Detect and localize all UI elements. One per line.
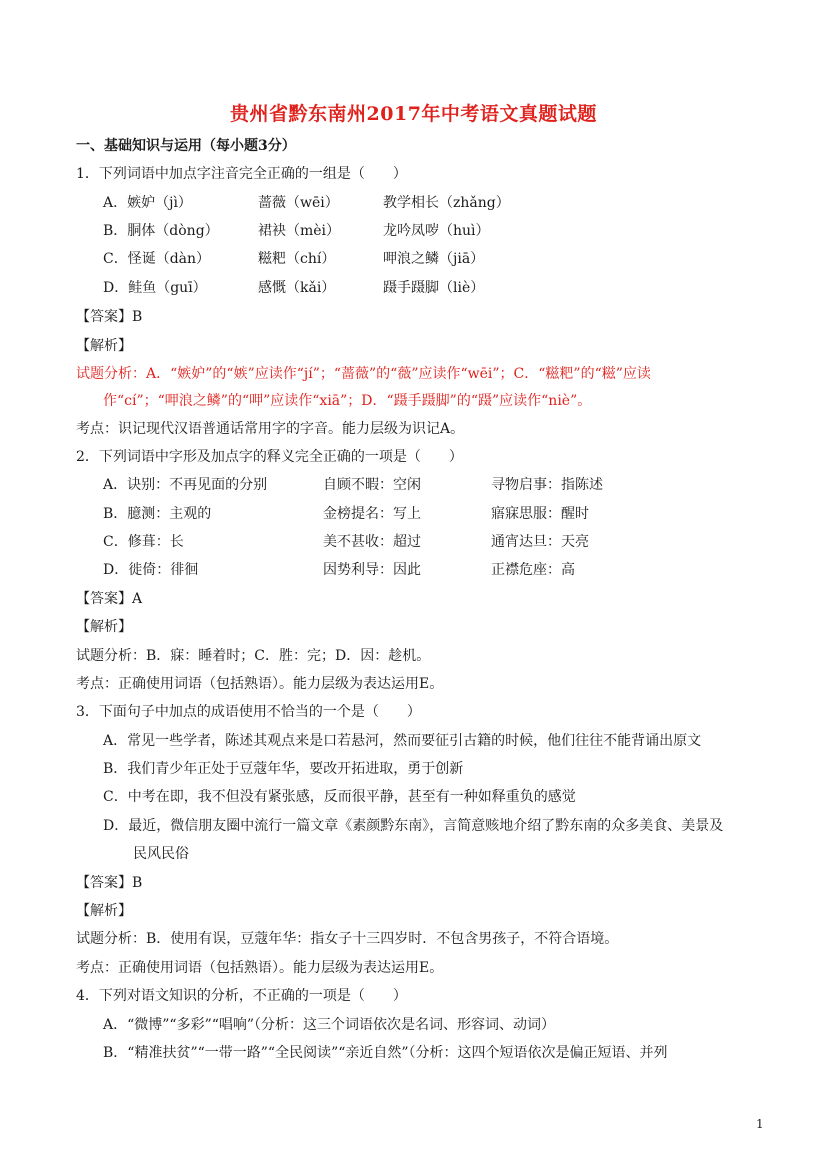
q3-option-b: B．我们青少年正处于豆蔻年华，要改开拓进取，勇于创新 (103, 761, 464, 777)
q1-option-c-2: 糍粑（chí） (258, 251, 336, 267)
q3-option-a: A．常见一些学者，陈述其观点来是口若悬河，然而要征引古籍的时候，他们往往不能背诵出原文 (103, 733, 702, 749)
q1-point: 考点：识记现代汉语普通话常用字的字音。能力层级为识记A。 (76, 421, 465, 437)
section-heading: 一、基础知识与运用（每小题3分） (76, 138, 296, 154)
q1-answer: 【答案】B (76, 309, 143, 325)
question-3-stem: 3．下面句子中加点的成语使用不恰当的一个是（ ） (76, 704, 421, 720)
q1-analysis-line-2: 作“cí”；“呷浪之鳞”的“呷”应读作“xiā”；D．“蹑手蹑脚”的“蹑”应读作“niè”。 (103, 393, 592, 409)
q1-option-a-2: 蔷薇（wēi） (258, 195, 339, 211)
q1-option-b-1: B．胴体（dòng） (103, 223, 219, 239)
q4-option-a: A．“微博”“多彩”“唱响”（分析：这三个词语依次是名词、形容词、动词） (103, 1017, 556, 1033)
q3-option-d-continued: 民风民俗 (133, 846, 189, 862)
page-title: 贵州省黔东南州2017年中考语文真题试题 (230, 103, 597, 125)
q2-option-b-1: B．臆测：主观的 (103, 506, 212, 522)
q2-option-c-3: 通宵达旦：天亮 (491, 534, 589, 550)
q1-option-d-3: 蹑手蹑脚（liè） (383, 280, 485, 296)
q3-analysis-label: 【解析】 (76, 903, 132, 919)
q1-option-a-3: 教学相长（zhǎng） (383, 195, 510, 211)
q1-option-a-1: A．嫉妒（jì） (103, 195, 192, 211)
q2-option-d-3: 正襟危座：高 (491, 562, 575, 578)
q1-option-b-3: 龙吟凤哕（huì） (383, 223, 490, 239)
page-number: 1 (756, 1117, 764, 1131)
question-4-stem: 4．下列对语文知识的分析，不正确的一项是（ ） (76, 988, 407, 1004)
q2-option-a-3: 寻物启事：指陈述 (491, 477, 603, 493)
question-1-stem: 1．下列词语中加点字注音完全正确的一组是（ ） (76, 166, 407, 182)
q3-option-d: D．最近，微信朋友圈中流行一篇文章《素颜黔东南》，言简意赅地介绍了黔东南的众多美食、美景及 (103, 818, 724, 834)
q3-option-c: C．中考在即，我不但没有紧张感，反而很平静，甚至有一种如释重负的感觉 (103, 789, 576, 805)
q2-analysis-label: 【解析】 (76, 619, 132, 635)
q2-option-a-1: A．诀别：不再见面的分别 (103, 477, 268, 493)
q1-option-c-3: 呷浪之鳞（jiā） (383, 251, 485, 267)
q2-answer: 【答案】A (76, 591, 143, 607)
q2-option-c-2: 美不甚收：超过 (323, 534, 421, 550)
q1-option-d-1: D．鲑鱼（guī） (103, 280, 207, 296)
q4-option-b: B．“精准扶贫”“一带一路”“全民阅读”“亲近自然”（分析：这四个短语依次是偏正短语、并列 (103, 1045, 668, 1061)
q2-option-d-1: D．徙倚：徘徊 (103, 562, 199, 578)
q3-answer: 【答案】B (76, 875, 143, 891)
q1-option-c-1: C．怪诞（dàn） (103, 251, 211, 267)
q2-analysis: 试题分析：B．寐：睡着时；C．胜：完；D．因：趁机。 (76, 648, 431, 664)
q2-option-b-3: 寤寐思服：醒时 (491, 506, 589, 522)
question-2-stem: 2．下列词语中字形及加点字的释义完全正确的一项是（ ） (76, 449, 463, 465)
q3-point: 考点：正确使用词语（包括熟语）。能力层级为表达运用E。 (76, 960, 444, 976)
q2-option-c-1: C．修葺：长 (103, 534, 184, 550)
q2-option-a-2: 自顾不暇：空闲 (323, 477, 421, 493)
q1-analysis-label: 【解析】 (76, 338, 132, 354)
q2-option-d-2: 因势利导：因此 (323, 562, 421, 578)
q3-analysis: 试题分析：B．使用有误，豆蔻年华：指女子十三四岁时．不包含男孩子，不符合语境。 (76, 931, 619, 947)
q1-option-b-2: 裙袂（mèi） (258, 223, 341, 239)
q2-option-b-2: 金榜提名：写上 (323, 506, 421, 522)
q1-option-d-2: 感慨（kǎi） (258, 280, 336, 296)
q2-point: 考点：正确使用词语（包括熟语）。能力层级为表达运用E。 (76, 676, 444, 692)
q1-analysis-line-1: 试题分析：A．“嫉妒”的“嫉”应读作“jí”；“蔷薇”的“薇”应读作“wēi”；C．“糍粑”的“糍”应读 (76, 366, 651, 382)
